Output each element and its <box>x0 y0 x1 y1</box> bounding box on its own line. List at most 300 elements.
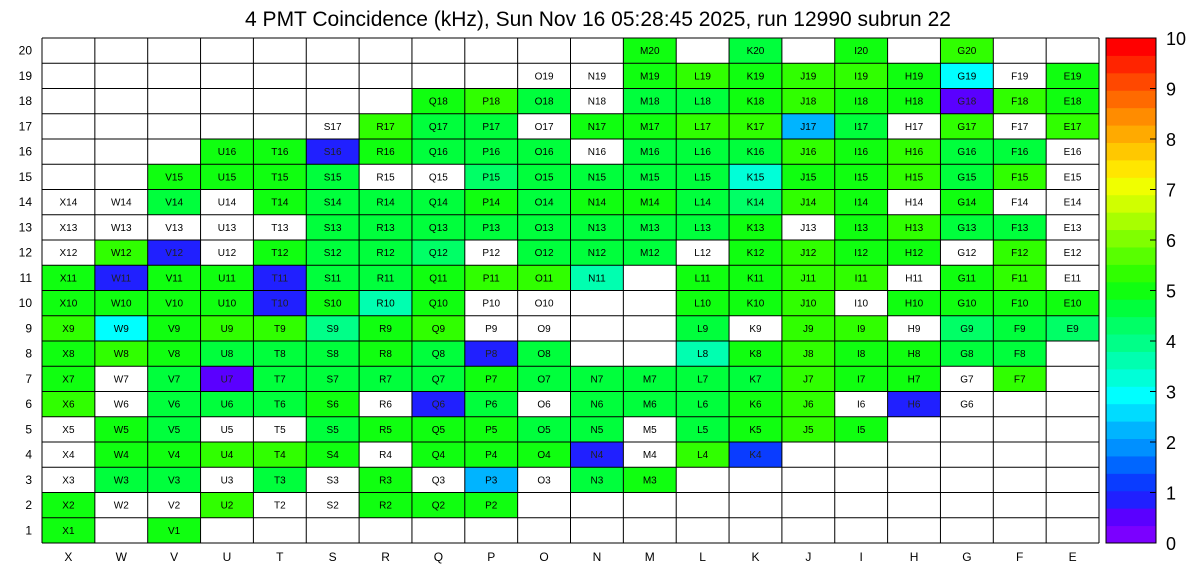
cell-label: J19 <box>800 71 817 83</box>
cell-label: G6 <box>960 399 974 411</box>
color-bar-tick-label: 4 <box>1166 332 1177 352</box>
cell-label: O10 <box>534 298 554 310</box>
cell-label: V3 <box>168 475 181 487</box>
cell-label: R7 <box>379 374 392 386</box>
cell-label: U11 <box>218 273 236 285</box>
cell-label: J12 <box>800 248 817 260</box>
cell-label: G12 <box>957 248 977 260</box>
color-bar-swatch <box>1106 142 1156 160</box>
cell-label: K9 <box>749 323 762 335</box>
cell-label: U5 <box>220 424 234 436</box>
cell-label: J17 <box>800 121 817 133</box>
cell-label: W11 <box>111 273 132 285</box>
cell-label: W7 <box>113 374 129 386</box>
cell-label: K19 <box>746 71 765 83</box>
cell-label: S12 <box>323 248 342 260</box>
cell-label: L8 <box>697 349 709 361</box>
cell-label: Q2 <box>431 500 446 512</box>
cell-label: W14 <box>110 197 132 209</box>
cell-label: X5 <box>62 424 75 436</box>
x-tick-label: J <box>805 550 812 564</box>
color-bar-tick-label: 0 <box>1166 534 1177 554</box>
cell-label: X12 <box>59 248 78 260</box>
cell-label: W9 <box>113 323 129 335</box>
cell-label: I9 <box>857 323 866 335</box>
cell-label: I12 <box>854 248 869 260</box>
cell-label: H6 <box>907 399 921 411</box>
cell-label: X11 <box>59 273 77 285</box>
cell-label: Q18 <box>428 96 448 108</box>
cell-label: J16 <box>800 147 817 159</box>
cell-label: V12 <box>165 248 184 260</box>
cell-label: K17 <box>746 121 765 133</box>
color-bar-tick-label: 1 <box>1166 483 1177 504</box>
cell-label: F18 <box>1011 96 1029 108</box>
cell-label: Q3 <box>431 475 446 487</box>
cell-label: W10 <box>110 298 132 310</box>
y-tick-label: 7 <box>25 371 32 386</box>
cell-label: I18 <box>854 96 869 108</box>
cell-label: X7 <box>62 374 75 386</box>
cell-label: G18 <box>957 96 977 108</box>
cell-label: R12 <box>376 248 395 260</box>
cell-label: R15 <box>376 172 395 184</box>
cell-label: W5 <box>113 424 129 436</box>
chart-title: 4 PMT Coincidence (kHz), Sun Nov 16 05:28:45 2025, run 12990 subrun 22 <box>245 8 951 31</box>
cell-label: M14 <box>640 197 660 209</box>
cell-label: O18 <box>534 96 554 108</box>
cell-label: O9 <box>537 323 551 335</box>
color-bar-swatch <box>1106 264 1156 282</box>
cell-label: L9 <box>697 323 709 335</box>
cell-label: H15 <box>904 172 924 184</box>
cell-label: K5 <box>749 424 762 436</box>
cell-label: V5 <box>168 424 181 436</box>
cell-label: R13 <box>376 222 395 234</box>
cell-label: N5 <box>590 424 604 436</box>
cell-label: P3 <box>485 475 498 487</box>
y-tick-label: 18 <box>18 94 32 109</box>
cell-label: U10 <box>217 298 237 310</box>
cell-label: H10 <box>904 298 924 310</box>
cell-label: X6 <box>62 399 75 411</box>
cell-label: U12 <box>217 248 237 260</box>
cell-label: H12 <box>904 248 924 260</box>
cell-label: U13 <box>217 222 237 234</box>
cell-label: F11 <box>1011 273 1028 285</box>
cell-label: K7 <box>749 374 762 386</box>
cell-label: U16 <box>217 147 237 159</box>
cell-label: L14 <box>694 197 711 209</box>
cell-label: P11 <box>482 273 500 285</box>
cell-label: I8 <box>857 349 866 361</box>
cell-label: F16 <box>1011 147 1029 159</box>
cell-label: E11 <box>1064 273 1082 285</box>
cell-label: L16 <box>694 147 711 159</box>
cell-label: N3 <box>590 475 604 487</box>
cell-label: O13 <box>534 222 554 234</box>
cell-label: S15 <box>323 172 342 184</box>
cell-label: J9 <box>803 323 814 335</box>
cell-label: S6 <box>326 399 339 411</box>
cell-label: F17 <box>1011 121 1029 133</box>
cell-label: H18 <box>904 96 924 108</box>
cell-label: I19 <box>854 71 869 83</box>
x-tick-label: S <box>328 550 337 564</box>
y-tick-label: 3 <box>25 472 32 487</box>
color-bar-tick-label: 3 <box>1166 382 1177 403</box>
color-bar-swatch <box>1106 526 1156 544</box>
cell-label: T4 <box>273 450 286 462</box>
cell-label: O11 <box>534 273 554 285</box>
x-tick-label: M <box>644 550 655 564</box>
color-bar-swatch <box>1106 282 1156 300</box>
cell-label: E12 <box>1063 248 1082 260</box>
color-bar-swatch <box>1106 55 1156 73</box>
cell-label: E17 <box>1063 121 1082 133</box>
cell-label: S2 <box>326 500 339 512</box>
cell-label: I15 <box>854 172 869 184</box>
color-bar-swatch <box>1106 421 1156 439</box>
x-tick-label: G <box>962 550 972 564</box>
cell-label: S8 <box>326 349 339 361</box>
cell-label: X9 <box>62 323 75 335</box>
cell-label: Q11 <box>429 273 448 285</box>
cell-label: L6 <box>697 399 709 411</box>
cell-label: K8 <box>749 349 762 361</box>
cell-label: U15 <box>217 172 237 184</box>
cell-label: I14 <box>854 197 869 209</box>
color-bar-swatch <box>1106 160 1156 178</box>
cell-label: G10 <box>957 298 977 310</box>
cell-label: M7 <box>642 374 657 386</box>
cell-label: V4 <box>168 450 181 462</box>
cell-label: M15 <box>640 172 660 184</box>
cell-label: U7 <box>220 374 234 386</box>
cell-label: T7 <box>273 374 286 386</box>
cell-label: V6 <box>168 399 181 411</box>
y-tick-label: 19 <box>18 68 32 83</box>
cell-label: S14 <box>323 197 342 209</box>
color-bar-tick-label: 6 <box>1166 231 1177 251</box>
y-tick-label: 15 <box>18 169 32 184</box>
cell-label: X4 <box>62 450 75 462</box>
cell-label: L13 <box>694 222 711 234</box>
color-bar-swatch <box>1106 108 1156 126</box>
x-tick-label: T <box>276 550 284 564</box>
cell-label: W2 <box>113 500 129 512</box>
y-tick-label: 14 <box>18 195 32 210</box>
y-tick-label: 16 <box>18 144 32 159</box>
x-tick-label: H <box>909 550 919 564</box>
cell-label: N18 <box>587 96 607 108</box>
color-bar-swatch <box>1106 177 1156 195</box>
cell-label: O17 <box>534 121 554 133</box>
cell-label: S9 <box>326 323 339 335</box>
cell-label: U4 <box>220 450 234 462</box>
x-tick-label: O <box>539 550 549 564</box>
cell-label: K12 <box>746 248 765 260</box>
cell-label: T10 <box>271 298 289 310</box>
cell-label: I17 <box>854 121 869 133</box>
cell-label: H14 <box>904 197 924 209</box>
cell-label: H9 <box>907 323 921 335</box>
cell-label: N13 <box>587 222 607 234</box>
cell-label: T2 <box>273 500 286 512</box>
color-bar-swatch <box>1106 247 1156 265</box>
cell-label: P17 <box>482 121 501 133</box>
cell-label: T9 <box>273 323 286 335</box>
cell-label: J14 <box>800 197 817 209</box>
cell-label: K6 <box>749 399 762 411</box>
cell-label: T11 <box>271 273 289 285</box>
cell-label: F14 <box>1011 197 1029 209</box>
cell-label: O5 <box>537 424 551 436</box>
y-tick-label: 1 <box>25 523 32 538</box>
cell-label: P2 <box>485 500 498 512</box>
x-tick-label: N <box>592 550 602 564</box>
cell-label: V8 <box>168 349 181 361</box>
y-tick-label: 2 <box>25 498 32 513</box>
y-tick-label: 9 <box>25 321 32 336</box>
cell-label: G7 <box>960 374 974 386</box>
cell-label: H11 <box>905 273 923 285</box>
cell-label: P16 <box>482 147 501 159</box>
cell-label: I13 <box>854 222 869 234</box>
y-tick-label: 12 <box>18 245 32 260</box>
cell-label: O4 <box>537 450 551 462</box>
color-bar-tick-label: 9 <box>1166 79 1177 100</box>
cell-label: Q15 <box>428 172 448 184</box>
cell-label: M13 <box>640 222 660 234</box>
cell-label: W3 <box>113 475 129 487</box>
color-bar-swatch <box>1106 351 1156 369</box>
cell-label: F19 <box>1011 71 1029 83</box>
y-tick-label: 6 <box>25 397 32 412</box>
cell-label: N11 <box>588 273 606 285</box>
cell-label: U3 <box>220 475 234 487</box>
color-bar-tick-label: 2 <box>1166 433 1177 453</box>
cell-label: X10 <box>59 298 78 310</box>
cell-label: L5 <box>697 424 709 436</box>
y-tick-label: 13 <box>18 220 32 235</box>
cell-label: Q5 <box>431 424 446 436</box>
cell-label: K14 <box>746 197 765 209</box>
cell-label: F7 <box>1013 374 1026 386</box>
cell-label: E13 <box>1063 222 1082 234</box>
cell-label: K4 <box>749 450 762 462</box>
color-bar-swatch <box>1106 195 1156 213</box>
cell-label: P8 <box>485 349 498 361</box>
cell-label: V9 <box>168 323 181 335</box>
x-tick-label: F <box>1016 550 1024 564</box>
y-tick-label: 11 <box>19 270 32 285</box>
cell-label: X13 <box>59 222 78 234</box>
cell-label: R3 <box>379 475 392 487</box>
cell-label: I10 <box>854 298 869 310</box>
cell-label: P14 <box>482 197 501 209</box>
cell-label: M19 <box>640 71 660 83</box>
color-bar-swatch <box>1106 369 1156 387</box>
cell-label: R8 <box>379 349 392 361</box>
cell-label: O7 <box>537 374 551 386</box>
cell-label: U14 <box>217 197 237 209</box>
y-tick-label: 8 <box>25 346 32 361</box>
cell-label: S10 <box>323 298 342 310</box>
cell-label: M16 <box>640 147 660 159</box>
cell-label: U8 <box>220 349 234 361</box>
color-bar-swatch <box>1106 125 1156 143</box>
cell-label: S13 <box>323 222 342 234</box>
cell-label: N15 <box>587 172 607 184</box>
color-bar-swatch <box>1106 90 1156 108</box>
x-tick-label: P <box>487 550 496 564</box>
cell-label: R17 <box>376 121 395 133</box>
cell-label: J11 <box>800 273 817 285</box>
cell-label: M5 <box>642 424 657 436</box>
cell-label: E18 <box>1063 96 1082 108</box>
cell-label: F9 <box>1013 323 1026 335</box>
cell-label: J10 <box>800 298 817 310</box>
color-bar-swatch <box>1106 38 1156 56</box>
cell-label: T3 <box>273 475 286 487</box>
cell-label: G11 <box>957 273 976 285</box>
cell-label: H16 <box>904 147 924 159</box>
cell-label: G14 <box>957 197 977 209</box>
cell-label: Q6 <box>431 399 446 411</box>
cell-label: V14 <box>165 197 184 209</box>
cell-label: Q16 <box>428 147 448 159</box>
cell-label: N19 <box>587 71 607 83</box>
cell-label: L11 <box>694 273 711 285</box>
cell-label: R14 <box>376 197 395 209</box>
cell-label: X8 <box>62 349 75 361</box>
color-bar-swatch <box>1106 317 1156 335</box>
cell-label: R9 <box>379 323 392 335</box>
cell-label: R4 <box>379 450 392 462</box>
color-bar-swatch <box>1106 491 1156 509</box>
cell-label: H19 <box>904 71 924 83</box>
cell-label: P15 <box>482 172 501 184</box>
cell-label: O15 <box>534 172 554 184</box>
cell-label: G17 <box>957 121 977 133</box>
cell-label: E16 <box>1063 147 1082 159</box>
cell-label: J6 <box>803 399 814 411</box>
cell-label: I11 <box>854 273 868 285</box>
cell-label: O12 <box>534 248 554 260</box>
cell-label: M12 <box>640 248 660 260</box>
cell-label: K18 <box>746 96 765 108</box>
cell-label: J7 <box>803 374 814 386</box>
cell-label: T14 <box>271 197 289 209</box>
cell-label: S5 <box>326 424 339 436</box>
cell-label: F15 <box>1011 172 1029 184</box>
heatmap-cells <box>42 38 1099 543</box>
cell-label: L19 <box>694 71 711 83</box>
x-tick-label: Q <box>433 550 444 564</box>
cell-label: S4 <box>326 450 339 462</box>
cell-label: K11 <box>746 273 765 285</box>
cell-label: L15 <box>694 172 711 184</box>
cell-label: K13 <box>746 222 765 234</box>
cell-label: Q7 <box>431 374 446 386</box>
cell-label: P6 <box>485 399 498 411</box>
cell-label: N12 <box>587 248 607 260</box>
color-bar-swatch <box>1106 473 1156 491</box>
y-tick-label: 5 <box>25 422 32 437</box>
cell-label: J15 <box>800 172 817 184</box>
cell-label: X3 <box>62 475 75 487</box>
cell-label: R11 <box>376 273 395 285</box>
cell-label: J5 <box>803 424 814 436</box>
cell-label: I5 <box>857 424 866 436</box>
cell-label: P10 <box>482 298 501 310</box>
cell-label: W6 <box>113 399 129 411</box>
cell-label: U2 <box>220 500 234 512</box>
cell-label: O6 <box>537 399 551 411</box>
cell-label: S17 <box>323 121 342 133</box>
cell-label: E14 <box>1063 197 1082 209</box>
cell-label: R2 <box>379 500 392 512</box>
cell-label: V10 <box>165 298 184 310</box>
cell-label: T5 <box>273 424 286 436</box>
cell-label: R5 <box>379 424 392 436</box>
color-bar-swatch <box>1106 212 1156 230</box>
cell-label: Q17 <box>428 121 448 133</box>
y-tick-label: 20 <box>18 43 32 58</box>
cell-label: P12 <box>482 248 501 260</box>
cell-label: V15 <box>165 172 184 184</box>
cell-label: Q12 <box>428 248 448 260</box>
cell-label: P13 <box>482 222 501 234</box>
cell-label: M20 <box>640 46 660 58</box>
cell-label: E10 <box>1063 298 1082 310</box>
x-tick-label: U <box>222 550 232 564</box>
cell-label: G8 <box>960 349 974 361</box>
color-bar-tick-label: 10 <box>1166 29 1187 49</box>
x-tick-label: L <box>699 550 706 564</box>
cell-label: L7 <box>697 374 709 386</box>
cell-label: K10 <box>746 298 765 310</box>
cell-label: L4 <box>697 450 709 462</box>
color-bar-swatch <box>1106 299 1156 317</box>
cell-label: T12 <box>271 248 289 260</box>
cell-label: S16 <box>323 147 342 159</box>
cell-label: G15 <box>957 172 977 184</box>
cell-label: Q4 <box>431 450 446 462</box>
cell-label: X1 <box>62 525 75 537</box>
cell-label: E9 <box>1066 323 1079 335</box>
cell-label: P5 <box>485 424 498 436</box>
cell-label: F12 <box>1011 248 1029 260</box>
cell-label: O8 <box>537 349 551 361</box>
x-tick-label: X <box>64 550 73 564</box>
cell-label: H13 <box>904 222 924 234</box>
color-bar-swatch <box>1106 508 1156 526</box>
color-bar-tick-label: 7 <box>1166 180 1177 201</box>
cell-label: T8 <box>273 349 286 361</box>
cell-label: W12 <box>110 248 132 260</box>
color-bar-swatch <box>1106 404 1156 422</box>
cell-label: R6 <box>379 399 392 411</box>
cell-label: W4 <box>113 450 129 462</box>
cell-label: L18 <box>694 96 711 108</box>
cell-label: V2 <box>168 500 181 512</box>
cell-label: E19 <box>1063 71 1082 83</box>
cell-label: R16 <box>376 147 395 159</box>
cell-label: P4 <box>485 450 498 462</box>
y-axis-ticks <box>19 44 33 538</box>
